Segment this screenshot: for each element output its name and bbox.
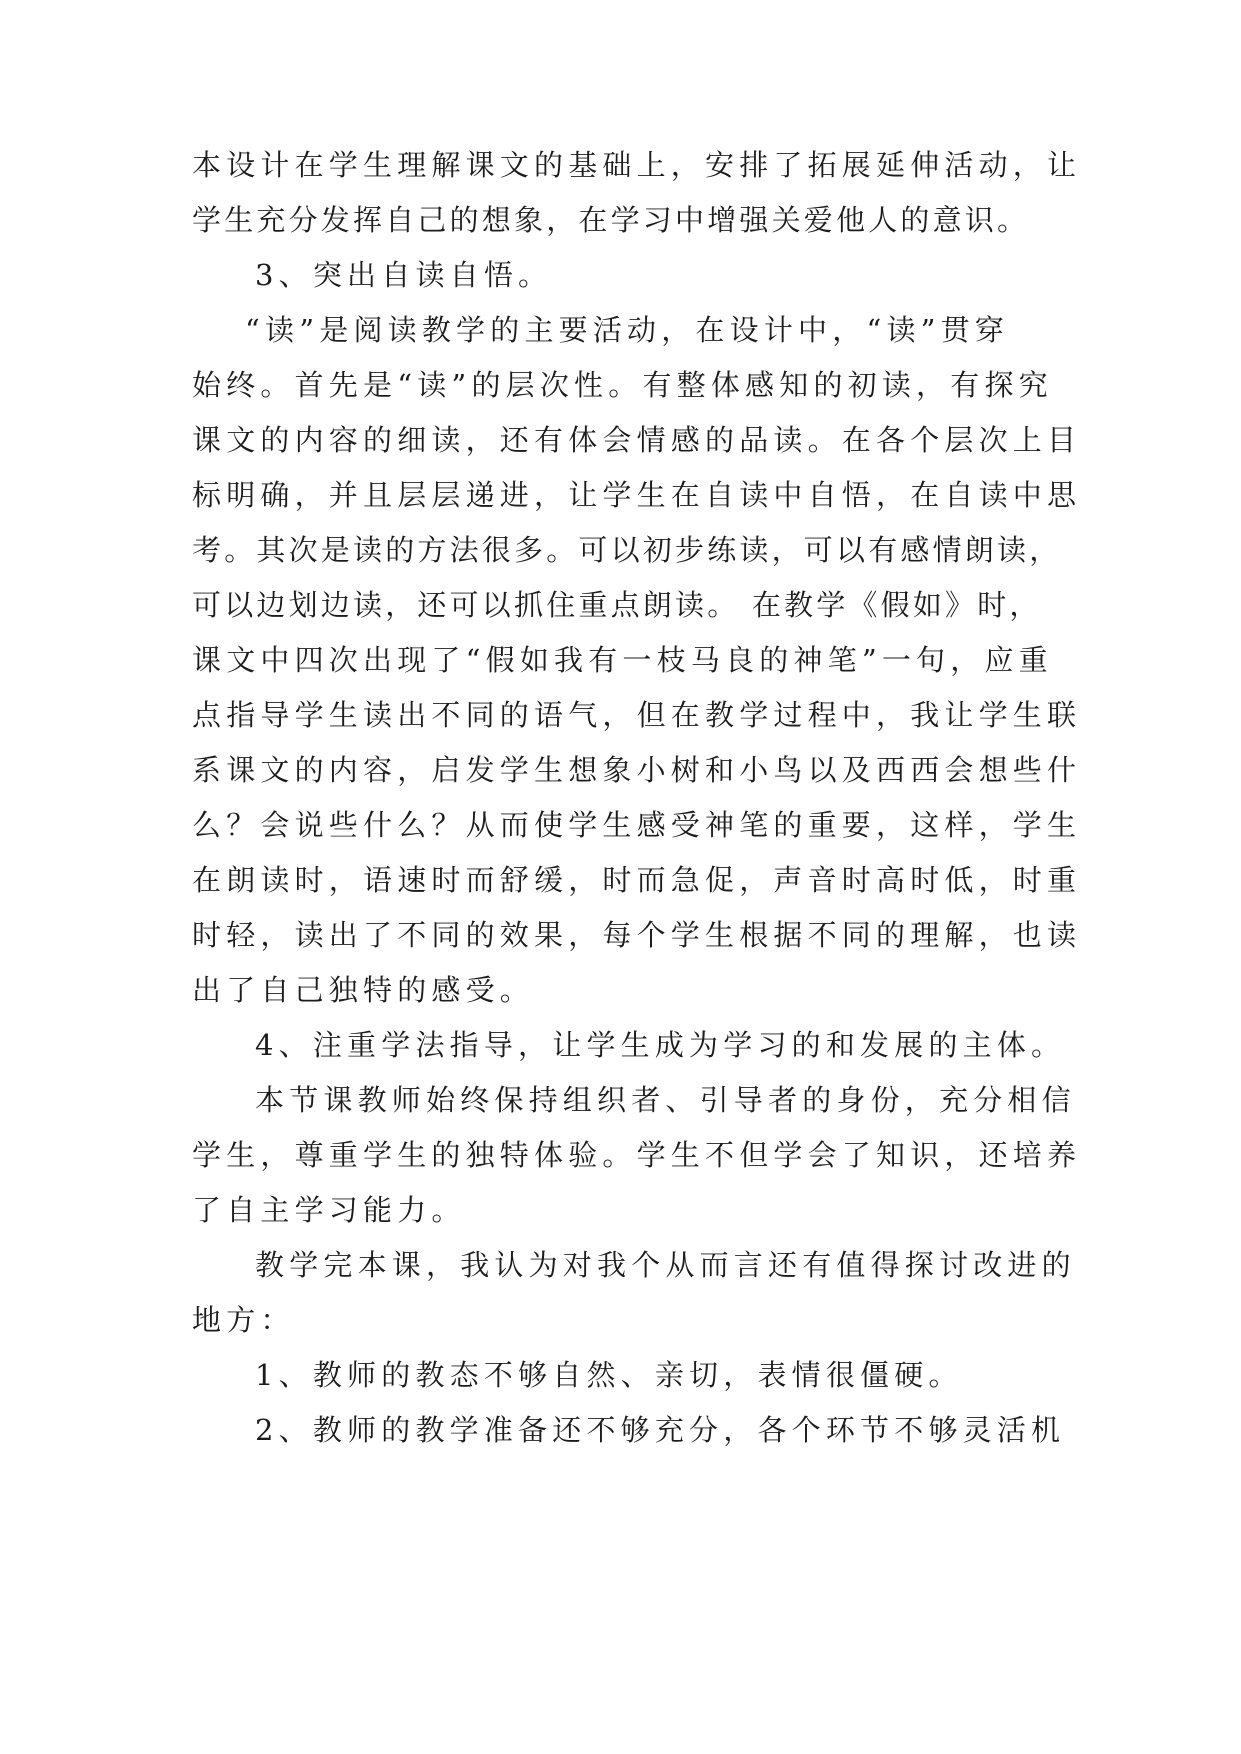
text-line: 3、突出自读自悟。 (255, 258, 553, 292)
text-line: 标明确，并且层层递进，让学生在自读中自悟，在自读中思 (192, 478, 1082, 512)
text-line: 出了自己独特的感受。 (192, 973, 535, 1007)
text-line: 地方： (192, 1303, 295, 1337)
text-line: 么？会说些什么？从而使学生感受神笔的重要，这样，学生 (192, 808, 1082, 842)
text-line: 学生，尊重学生的独特体验。学生不但学会了知识，还培养 (192, 1138, 1082, 1172)
text-line: 考。其次是读的方法很多。可以初步练读，可以有感情朗读， (192, 533, 1062, 567)
text-line: 点指导学生读出不同的语气，但在教学过程中，我让学生联 (192, 698, 1082, 732)
text-line: 了自主学习能力。 (192, 1193, 466, 1227)
text-line: 时轻，读出了不同的效果，每个学生根据不同的理解，也读 (192, 918, 1082, 952)
text-line: 始终。首先是“读”的层次性。有整体感知的初读，有探究 (192, 368, 1053, 402)
text-line: 学生充分发挥自己的想象，在学习中增强关爱他人的意识。 (192, 203, 1030, 237)
text-line: 课文的内容的细读，还有体会情感的品读。在各个层次上目 (192, 423, 1082, 457)
text-line: 本节课教师始终保持组织者、引导者的身份，充分相信 (255, 1083, 1076, 1117)
text-line: 课文中四次出现了“假如我有一枝马良的神笔”一句，应重 (192, 643, 1053, 677)
text-line: “读”是阅读教学的主要活动，在设计中，“读”贯穿 (245, 313, 1010, 347)
text-line: 系课文的内容，启发学生想象小树和小鸟以及西西会想些什 (192, 753, 1082, 787)
text-line: 教学完本课，我认为对我个从而言还有值得探讨改进的 (255, 1248, 1076, 1282)
text-line: 可以边划边读，还可以抓住重点朗读。 在教学《假如》时， (192, 588, 1042, 622)
text-line: 4、注重学法指导，让学生成为学习的和发展的主体。 (255, 1028, 1066, 1062)
text-line: 本设计在学生理解课文的基础上，安排了拓展延伸活动，让 (192, 148, 1082, 182)
text-line: 在朗读时，语速时而舒缓，时而急促，声音时高时低，时重 (192, 863, 1082, 897)
text-line: 1、教师的教态不够自然、亲切，表情很僵硬。 (255, 1358, 963, 1392)
text-line: 2、教师的教学准备还不够充分，各个环节不够灵活机 (255, 1413, 1066, 1447)
